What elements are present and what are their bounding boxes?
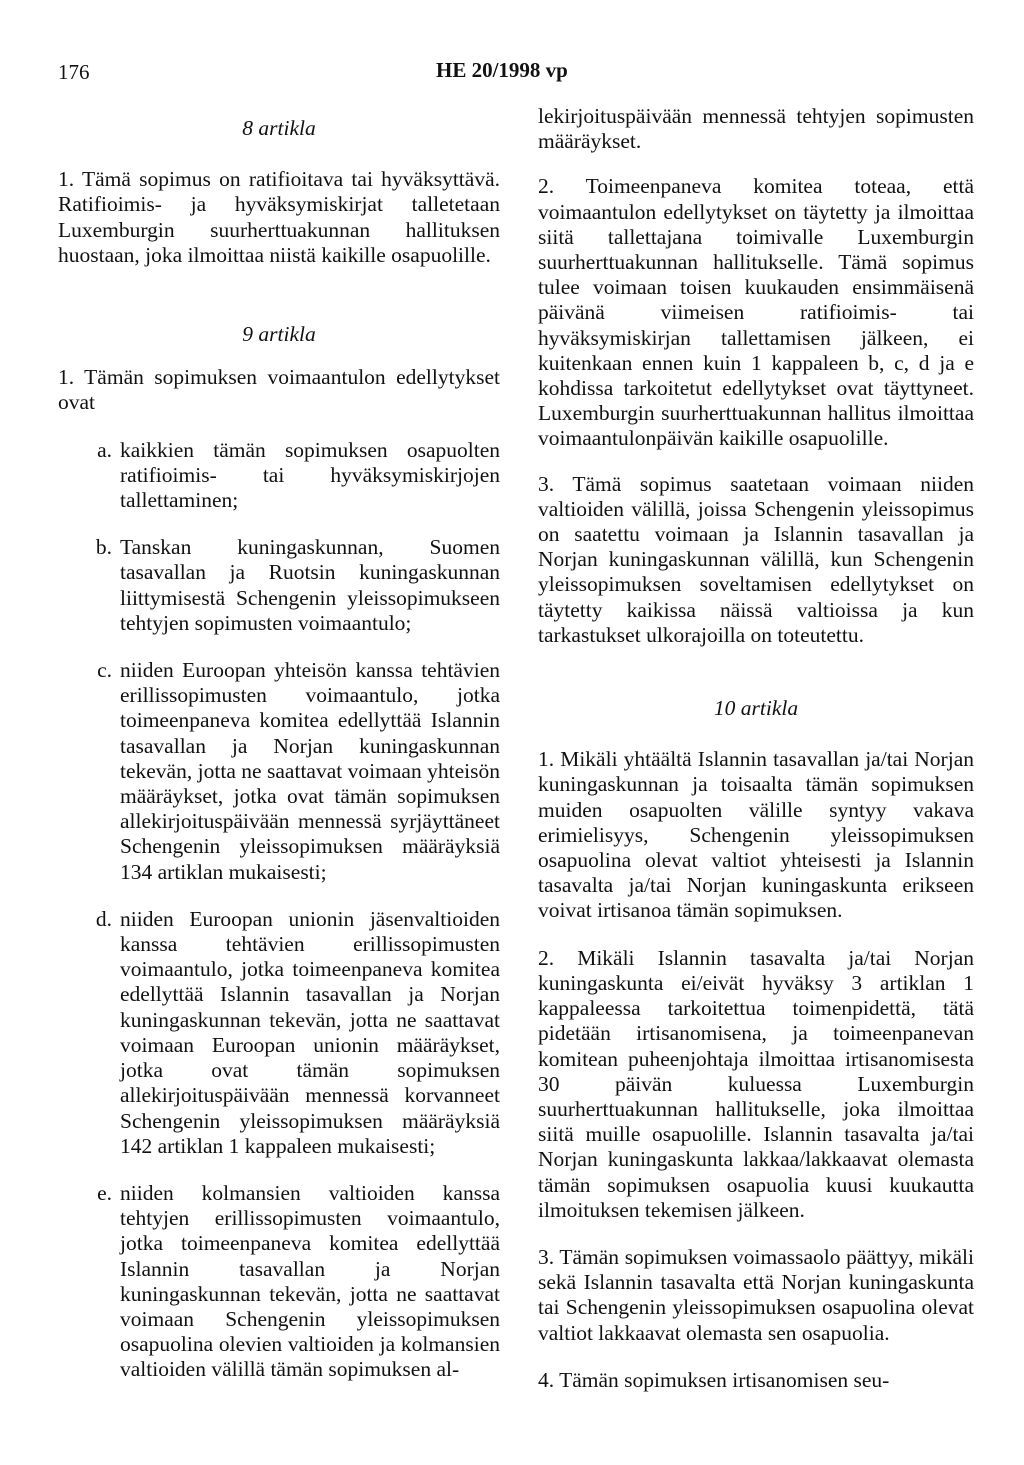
- article-9-heading: 9 artikla: [242, 322, 316, 347]
- left-column: [58, 104, 500, 1383]
- list-item-label: c.: [97, 658, 112, 683]
- list-item-text: niiden Euroopan unionin jäsenvaltioiden kanssa tehtävien erillissopimusten voimaantulo, jotka toimeenpaneva komitea edellyttää Islannin tasavallan ja Norjan kuningaskunnan tekevän, jotta ne saattavat voimaan Euroopan unionin määräykset, jotka ovat tämän sopimuksen allekirjoituspäivään mennessä korvanneet Schengenin yleissopimuksen määräyksiä 142 artiklan 1 kappaleen mukaisesti;: [120, 906, 500, 1158]
- right-column: [538, 104, 974, 1393]
- page-number: 176: [58, 60, 90, 84]
- continuation-text: lekirjoituspäivään mennessä tehtyjen sopimusten määräykset.: [538, 104, 974, 154]
- list-item-text: niiden Euroopan yhteisön kanssa tehtävien erillissopimusten voimaantulo, jotka toimeenpaneva komitea edellyttää Islannin tasavallan ja Norjan kuningaskunnan tekevän, jotta ne saattavat voimaan yhteisön määräykset, jotka ovat tämän sopimuksen allekirjoituspäivään mennessä syrjäyttäneet Schengenin yleissopimuksen määräyksiä 134 artiklan mukaisesti;: [120, 658, 500, 884]
- article-10-paragraph-1: 1. Mikäli yhtäältä Islannin tasavallan ja/tai Norjan kuningaskunnan ja toisaalta tämän sopimuksen muiden osapuolten välille syntyy vakava erimielisyys, Schengenin yleissopimuksen osapuolina olevat valtiot yhteisesti ja Islannin tasavalta ja/tai Norjan kuningaskunta erikseen voivat irtisanoa tämän sopimuksen.: [538, 747, 974, 923]
- article-10-paragraph-4: 4. Tämän sopimuksen irtisanomisen seu-: [538, 1367, 890, 1392]
- list-item-text: kaikkien tämän sopimuksen osapuolten ratifioimis- tai hyväksymiskirjojen tallettaminen;: [120, 437, 500, 513]
- list-item-label: d.: [95, 906, 112, 931]
- article-10-heading: 10 artikla: [713, 696, 799, 721]
- list-item-a: [58, 438, 500, 514]
- list-item-label: a.: [97, 437, 112, 462]
- article-9-paragraph-2: 2. Toimeenpaneva komitea toteaa, että voimaantulon edellytykset on täytetty ja ilmoittaa siitä tallettajana toimivalle Luxemburgin suurherttuakunnan hallitukselle. Tämä sopimus tulee voimaan toisen kuukauden ensimmäisenä päivänä viimeisen ratifioimis- tai hyväksymiskirjan tallettamisen jälkeen, ei kuitenkaan ennen kuin 1 kappaleen b, c, d ja e kohdissa tarkoitetut edellytykset ovat täyttyneet. Luxemburgin suurherttuakunnan hallitus ilmoittaa voimaantulonpäivän kaikille osapuolille.: [538, 174, 974, 451]
- list-item-text: Tanskan kuningaskunnan, Suomen tasavallan ja Ruotsin kuningaskunnan liittymisestä Schengenin yleissopimukseen tehtyjen sopimusten voimaantulo;: [120, 535, 500, 635]
- article-8-paragraph-1: 1. Tämä sopimus on ratifioitava tai hyväksyttävä. Ratifioimis- ja hyväksymiskirjat talletetaan Luxemburgin suurherttuakunnan hallituksen huostaan, joka ilmoittaa niistä kaikille osapuolille.: [58, 167, 500, 267]
- article-10-paragraph-3: 3. Tämän sopimuksen voimassaolo päättyy, mikäli sekä Islannin tasavalta että Norjan kuningaskunta tai Schengenin yleissopimuksen osapuolina olevat valtiot lakkaavat olemasta sen osapuolia.: [538, 1244, 974, 1345]
- list-item-label: b.: [95, 535, 112, 560]
- running-head: HE 20/1998 vp: [436, 58, 568, 82]
- list-item-b: [58, 535, 500, 636]
- article-10-paragraph-2: 2. Mikäli Islannin tasavalta ja/tai Norjan kuningaskunta ei/eivät hyväksy 3 artiklan 1 kappaleessa tarkoitettua toimenpidettä, tätä pidetään irtisanomisena, ja toimeenpanevan komitean puheenjohtaja ilmoittaa irtisanomisesta 30 päivän kuluessa Luxemburgin suurherttuakunnan hallitukselle, joka ilmoittaa siitä muille osapuolille. Islannin tasavalta ja/tai Norjan kuningaskunta lakkaa/lakkaavat olemasta tämän sopimuksen osapuolia kuusi kuukautta ilmoituksen tekemisen jälkeen.: [538, 945, 974, 1222]
- list-item-e: [58, 1181, 500, 1383]
- list-item-c: [58, 658, 500, 885]
- list-item-d: [58, 907, 500, 1159]
- list-item-label: e.: [97, 1180, 112, 1205]
- article-9-paragraph-3: 3. Tämä sopimus saatetaan voimaan niiden valtioiden välillä, joissa Schengenin yleissopimus on saatettu voimaan ja Islannin tasavallan ja Norjan kuningaskunnan välillä, kun Schengenin yleissopimuksen soveltamisen edellytykset on täytetty kaikissa näissä valtioissa ja kun tarkastukset ulkorajoilla on toteutettu.: [538, 471, 974, 647]
- article-8-heading: 8 artikla: [242, 116, 316, 140]
- list-item-text: niiden kolmansien valtioiden kanssa tehtyjen erillissopimusten voimaantulo, jotka toimeenpaneva komitea edellyttää Islannin tasavallan ja Norjan kuningaskunnan tekevän, jotta ne saattavat voimaan Schengenin yleissopimuksen osapuolina olevien valtioiden ja kolmansien valtioiden välillä tämän sopimuksen al-: [120, 1180, 500, 1382]
- article-9-paragraph-1: 1. Tämän sopimuksen voimaantulon edellytykset ovat: [58, 365, 500, 415]
